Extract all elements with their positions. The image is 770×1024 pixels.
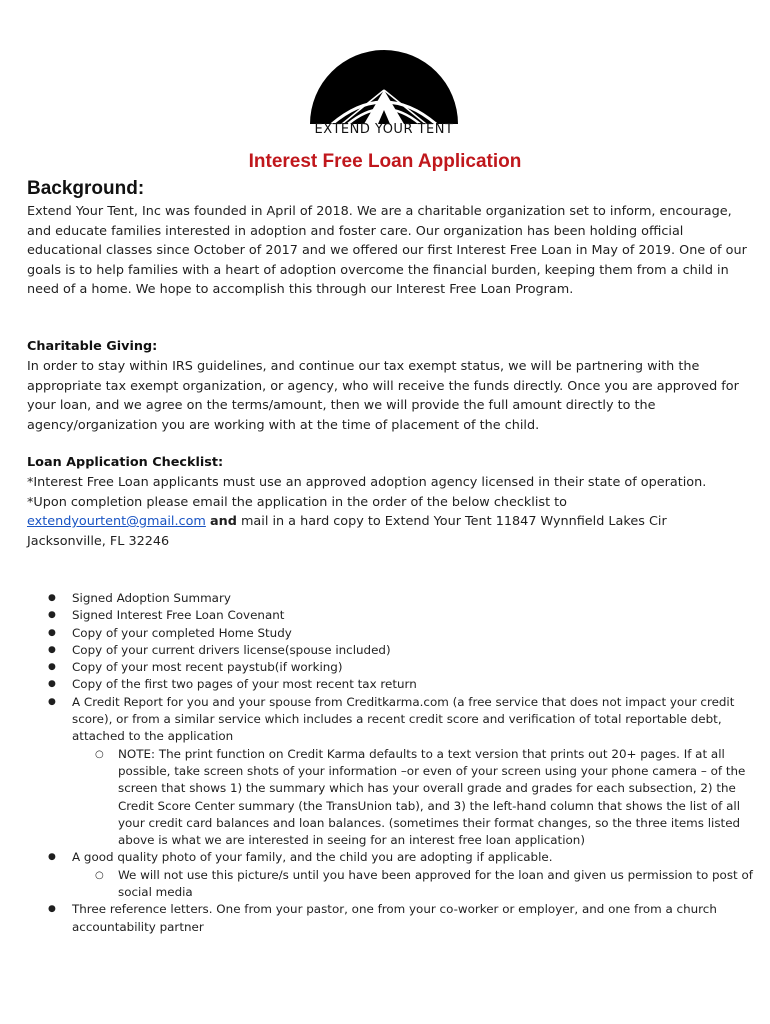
email-link[interactable]: extendyourtent@gmail.com	[27, 514, 206, 529]
mail-address-text: mail in a hard copy to Extend Your Tent 11847 Wynnfield Lakes Cir Jacksonville, FL 32246	[27, 514, 667, 549]
checklist-intro	[27, 473, 747, 551]
background-heading: Background:	[27, 178, 145, 199]
checklist-heading: Loan Application Checklist:	[27, 455, 224, 470]
list-item: ● Signed Adoption Summary	[48, 590, 753, 607]
charitable-giving-paragraph: In order to stay within IRS guidelines, and continue our tax exempt status, we will be partnering with the appropriate tax exempt organization, or agency, who will receive the funds directly. Once you are approved for your loan, and we agree on the terms/amount, then we will provide the full amount directly to the agency/organization you are working with at the time of placement of the child.	[27, 359, 739, 433]
agency-requirement-note: *Interest Free Loan applicants must use an approved adoption agency licensed in their state of operation.	[27, 475, 707, 490]
list-item: ● Three reference letters. One from your pastor, one from your co-worker or employer, and one from a church accountability partner	[48, 901, 753, 936]
background-paragraph: Extend Your Tent, Inc was founded in April of 2018. We are a charitable organization set to inform, encourage, and educate families interested in adoption and foster care. Our organization has been holding official educational classes since October of 2017 and we offered our first Interest Free Loan in May of 2019. One of our goals is to help families with a heart of adoption overcome the financial burden, keeping them from a child in need of a home. We hope to accomplish this through our Interest Free Loan Program.	[27, 204, 747, 297]
list-item-family-photo	[48, 849, 753, 901]
credit-karma-note: ○ NOTE: The print function on Credit Karma defaults to a text version that prints out 20+ pages. If at all possible, take screen shots of your information –or even of your screen using your phone camera – of the screen that shows 1) the summary which has your overall grade and grades for each subsection, 2) the Credit Score Center summary (the TransUnion tab), and 3) the left-hand column that shows the list of all your credit card balances and loan balances. (sometimes their format changes, so the three items listed above is what we are interested in seeing for an interest free loan application)	[72, 746, 753, 850]
charitable-giving-heading: Charitable Giving:	[27, 339, 158, 354]
credit-report-subnotes	[72, 746, 753, 850]
logo-text: EXTEND YOUR TENT	[314, 122, 454, 137]
checklist-items	[48, 590, 753, 936]
email-instruction-text: *Upon completion please email the application in the order of the below checklist to	[27, 494, 567, 510]
list-item: ● Copy of your completed Home Study	[48, 625, 753, 642]
list-item: ● Copy of your current drivers license(spouse included)	[48, 642, 753, 659]
list-item: ● Copy of your most recent paystub(if working)	[48, 659, 753, 676]
credit-report-text: A Credit Report for you and your spouse from Creditkarma.com (a free service that does not impact your credit score), or from a similar service which includes a recent credit score and verification of total reportable debt, attached to the application	[72, 694, 735, 744]
submission-instruction	[27, 493, 747, 552]
extend-your-tent-logo	[302, 36, 466, 140]
family-photo-text: A good quality photo of your family, and the child you are adopting if applicable.	[72, 850, 553, 865]
photo-permission-note: ○ We will not use this picture/s until you have been approved for the loan and given us permission to post of social media	[72, 867, 753, 902]
list-item-credit-report	[48, 694, 753, 850]
and-word: and	[209, 514, 237, 529]
page-title: Interest Free Loan Application	[248, 151, 522, 172]
tent-arch-icon	[302, 36, 466, 128]
list-item: ● Signed Interest Free Loan Covenant	[48, 607, 753, 624]
family-photo-subnotes	[72, 867, 753, 902]
list-item: ● Copy of the first two pages of your most recent tax return	[48, 676, 753, 693]
